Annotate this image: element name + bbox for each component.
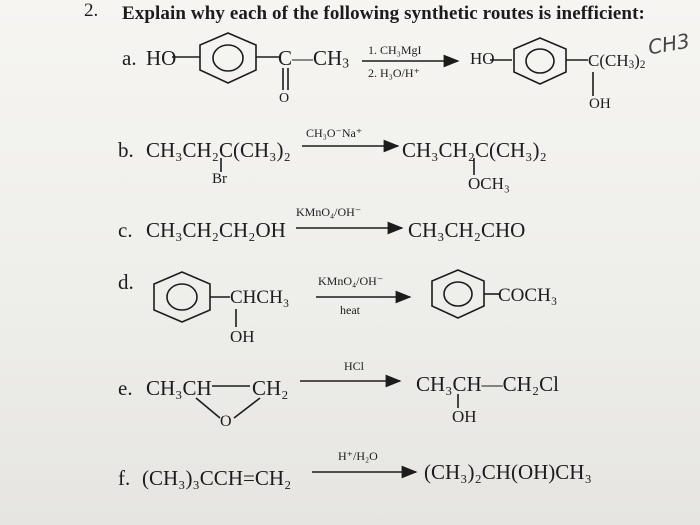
- route-d-reactant-benzene: [154, 272, 210, 322]
- question-number: 2.: [84, 0, 99, 21]
- route-e-epoxide-co-bond-left: [196, 398, 220, 418]
- route-d-product-aromatic-ring: [444, 282, 472, 306]
- route-b-reagent: CH₃O⁻Na⁺: [306, 126, 363, 140]
- route-e-reagent: HCl: [344, 359, 365, 373]
- route-c-reagent: KMnO₄/OH⁻: [296, 205, 362, 219]
- route-a-reactant-prefix: HO: [146, 46, 177, 70]
- route-d-product-benzene: [432, 270, 484, 318]
- route-d-reagent: KMnO₄/OH⁻: [318, 274, 384, 288]
- route-e-product: CH₃CH—CH₂Cl: [416, 372, 560, 396]
- route-d-label: d.: [118, 270, 134, 294]
- route-f-label: f.: [118, 466, 131, 490]
- route-a-carbonyl-oxygen: O: [279, 91, 290, 106]
- route-a-product-oh: OH: [589, 96, 611, 112]
- route-a-label: a.: [122, 46, 137, 70]
- route-f-reagent: H⁺/H₂O: [338, 449, 378, 463]
- route-c-label: c.: [118, 218, 133, 242]
- route-b-product: CH₃CH₂C(CH₃)₂: [402, 138, 547, 162]
- route-b-reactant-br: Br: [212, 171, 227, 187]
- route-e-reactant-left: CH₃CH: [146, 376, 212, 400]
- route-e-product-oh: OH: [452, 407, 477, 426]
- route-a-product-aromatic-ring: [526, 49, 554, 73]
- route-b-product-och3: OCH₃: [468, 174, 510, 193]
- route-a-reactant-group: $C—CH_3$: [278, 46, 350, 71]
- handwritten-note: CH3: [646, 28, 692, 60]
- route-b-reactant: CH₃CH₂C(CH₃)₂: [146, 138, 291, 162]
- route-b-label: b.: [118, 138, 134, 162]
- route-a-reagent-2: 2. H₃O/H⁺: [368, 66, 420, 80]
- route-e-epoxide-oxygen: O: [220, 413, 232, 430]
- route-a-product-prefix: HO: [470, 49, 495, 68]
- route-d-reactant-oh: OH: [230, 327, 255, 346]
- route-f-product: (CH₃)₂CH(OH)CH₃: [424, 460, 592, 484]
- route-a-reactant-benzene: [200, 33, 256, 83]
- route-e-label: e.: [118, 376, 133, 400]
- route-a-reagent-1: 1. CH₃MgI: [368, 43, 422, 57]
- route-a-product-benzene: [514, 38, 566, 84]
- route-d-condition: heat: [340, 303, 360, 317]
- route-a-reactant-aromatic-ring: [213, 45, 243, 71]
- route-d-reactant-group: CHCH₃: [230, 287, 290, 308]
- route-c-reactant: CH₃CH₂CH₂OH: [146, 218, 286, 242]
- route-e-reactant-right: CH₂: [252, 376, 289, 400]
- route-c-product: CH₃CH₂CHO: [408, 218, 526, 242]
- route-e-epoxide-co-bond-right: [234, 398, 260, 418]
- route-a-product-group: $C(CH_3)_2$: [588, 51, 646, 72]
- question-text: Explain why each of the following synthetic routes is inefficient:: [122, 3, 645, 24]
- route-f-reactant: (CH₃)₃CCH=CH₂: [142, 466, 292, 490]
- route-d-product-group: COCH₃: [498, 285, 558, 306]
- route-d-reactant-aromatic-ring: [167, 284, 197, 310]
